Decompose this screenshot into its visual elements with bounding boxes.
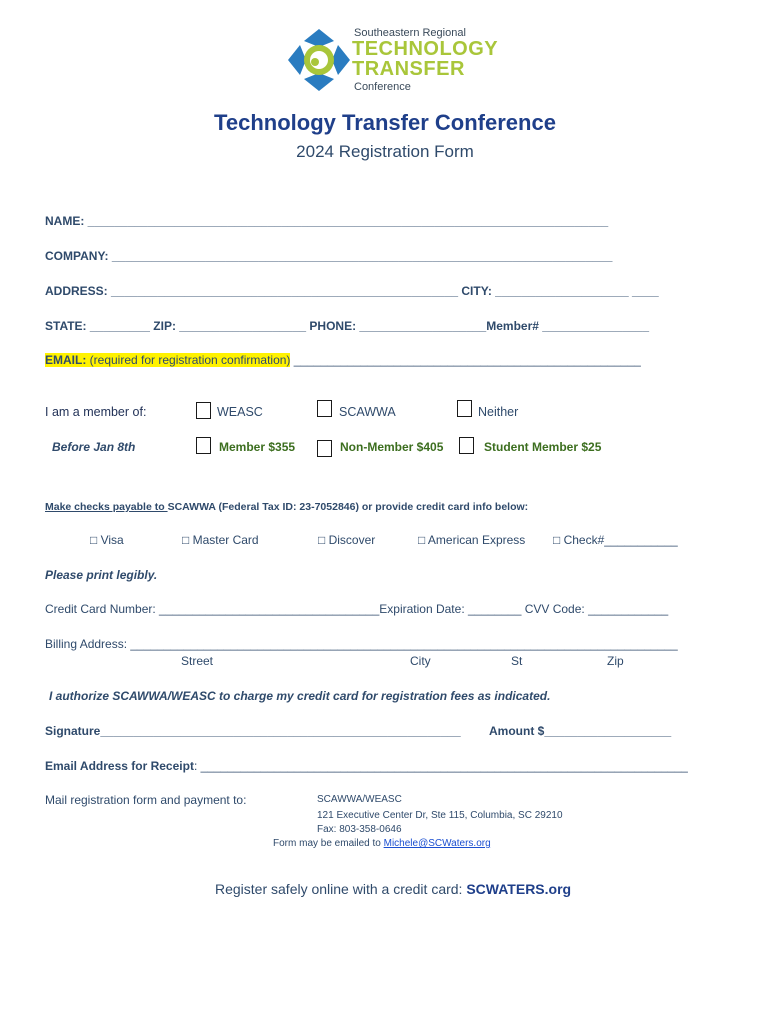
page-title: Technology Transfer Conference	[214, 110, 556, 135]
non-member-price-checkbox[interactable]	[317, 440, 332, 457]
student-price-label: Student Member $25	[484, 440, 602, 454]
online-registration-note	[215, 881, 571, 897]
billing-address-field[interactable]: Billing Address: __________________________________________________________________________________	[45, 637, 678, 651]
mail-email-prefix: Form may be emailed to	[273, 838, 384, 849]
receipt-email-field[interactable]	[45, 759, 688, 773]
checks-payable-note	[45, 501, 528, 513]
company-field[interactable]: COMPANY: ___________________________________________________________________________	[45, 249, 613, 263]
print-legibly-note: Please print legibly.	[45, 568, 158, 582]
signature-field[interactable]: Signature______________________________________________________	[45, 724, 461, 738]
payment-visa-option[interactable]: □ Visa	[90, 533, 124, 547]
address-city-field[interactable]: ADDRESS: ____________________________________________________ CITY: ____________________ ____	[45, 284, 659, 298]
logo-line-4: Conference	[354, 81, 411, 93]
checks-rest: SCAWWA (Federal Tax ID: 23-7052846) or provide credit card info below:	[167, 501, 529, 513]
online-prefix: Register safely online with a credit card:	[215, 881, 467, 897]
mail-fax: Fax: 803-358-0646	[317, 824, 402, 835]
name-field[interactable]: NAME: ______________________________________________________________________________	[45, 214, 609, 228]
member-price-label: Member $355	[219, 440, 296, 454]
mail-org: SCAWWA/WEASC	[317, 794, 402, 805]
logo-emblem-icon	[286, 27, 352, 93]
receipt-email-label: Email Address for Receipt	[45, 759, 194, 773]
mail-email-link[interactable]: Michele@SCWaters.org	[383, 838, 491, 849]
credit-card-field[interactable]: Credit Card Number: _________________________________Expiration Date: ________ CVV Code: ____________	[45, 602, 669, 616]
logo-line-3: TRANSFER	[352, 58, 465, 80]
page-subtitle: 2024 Registration Form	[296, 142, 474, 161]
scawwa-label: SCAWWA	[339, 405, 396, 419]
mail-email-note	[273, 838, 491, 849]
mail-address: 121 Executive Center Dr, Ste 115, Columbia, SC 29210	[317, 810, 563, 821]
amount-field[interactable]: Amount $___________________	[489, 724, 672, 738]
neither-label: Neither	[478, 405, 519, 419]
logo-line-2: TECHNOLOGY	[352, 38, 499, 60]
billing-zip-caption: Zip	[607, 654, 624, 668]
scawwa-checkbox[interactable]	[317, 400, 332, 417]
state-zip-phone-member-field[interactable]: STATE: _________ ZIP: ___________________ PHONE: ___________________Member# ________________	[45, 319, 650, 333]
checks-prefix: Make checks payable to	[45, 501, 168, 513]
neither-checkbox[interactable]	[457, 400, 472, 417]
weasc-label: WEASC	[217, 405, 263, 419]
email-field[interactable]	[45, 353, 641, 367]
billing-city-caption: City	[410, 654, 431, 668]
payment-mastercard-option[interactable]: □ Master Card	[182, 533, 259, 547]
online-site[interactable]: SCWATERS.org	[466, 881, 572, 897]
non-member-price-label: Non-Member $405	[340, 440, 444, 454]
weasc-checkbox[interactable]	[196, 402, 211, 419]
authorize-statement: I authorize SCAWWA/WEASC to charge my credit card for registration fees as indicated.	[49, 689, 551, 703]
mail-label: Mail registration form and payment to:	[45, 793, 247, 807]
membership-label: I am a member of:	[45, 405, 147, 419]
email-note: (required for registration confirmation)	[86, 353, 291, 367]
payment-check-option[interactable]: □ Check#___________	[553, 533, 678, 547]
conference-logo	[286, 24, 499, 96]
payment-discover-option[interactable]: □ Discover	[318, 533, 376, 547]
email-label: EMAIL:	[45, 353, 87, 367]
student-price-checkbox[interactable]	[459, 437, 474, 454]
receipt-email-line: : _________________________________________________________________________	[193, 759, 688, 773]
billing-street-caption: Street	[181, 654, 214, 668]
billing-state-caption: St	[511, 654, 523, 668]
deadline-label: Before Jan 8th	[52, 440, 136, 454]
email-line: ____________________________________________________	[290, 353, 641, 367]
logo-line-1: Southeastern Regional	[354, 27, 466, 39]
payment-amex-option[interactable]: □ American Express	[418, 533, 526, 547]
member-price-checkbox[interactable]	[196, 437, 211, 454]
